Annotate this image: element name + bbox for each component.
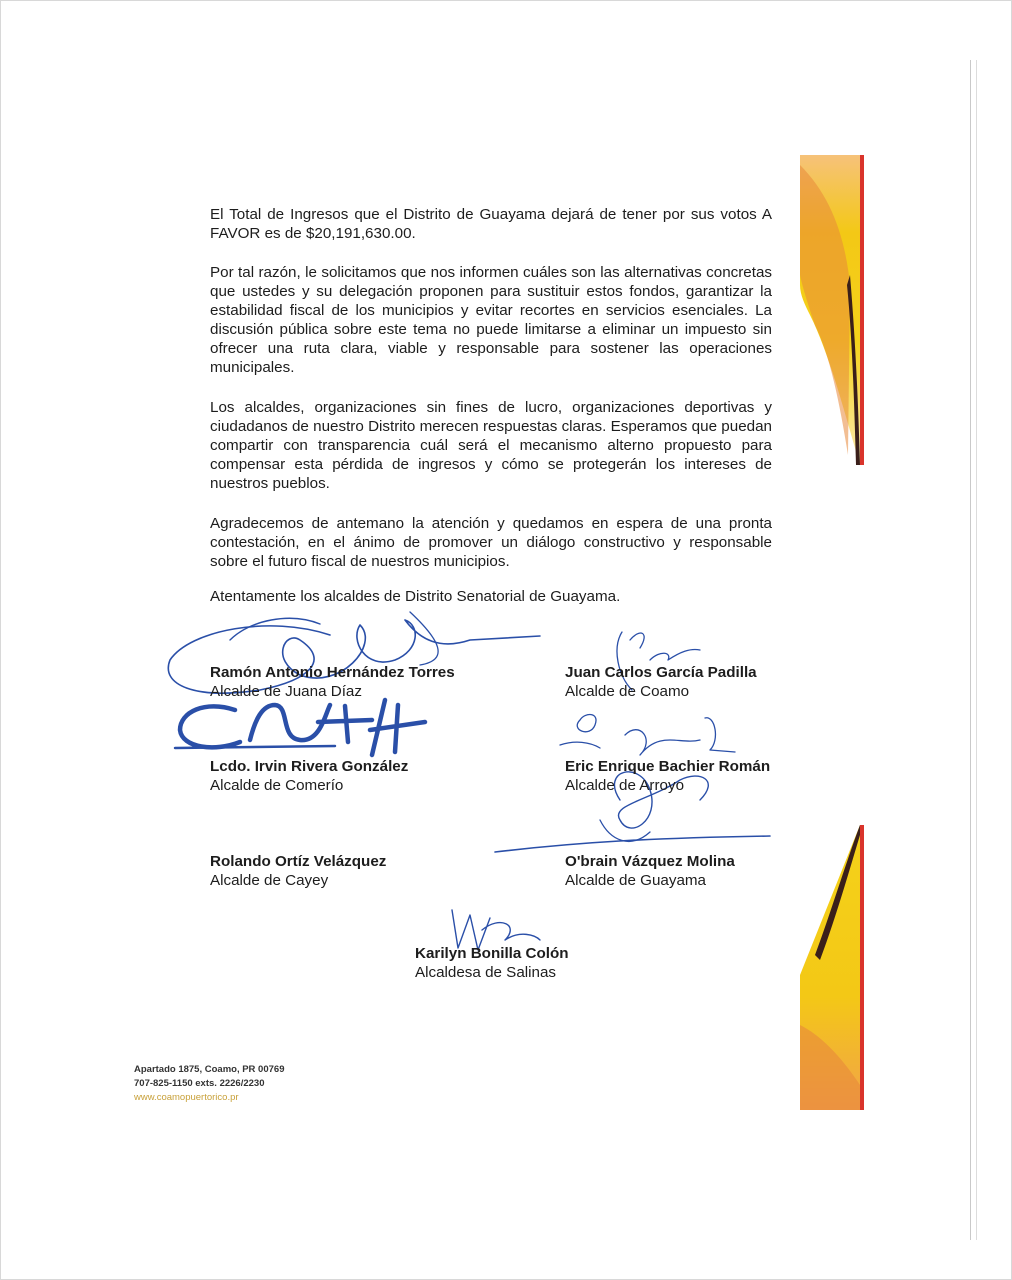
signatory-block xyxy=(415,944,569,982)
signatory-name: Ramón Antonio Hernández Torres xyxy=(210,664,455,681)
paragraph-transparency: Los alcaldes, organizaciones sin fines de lucro, organizaciones deportivas y ciudadanos de nuestro Distrito merecen respuestas claras. Esperamos que puedan compartir con transparencia cuál será el mecanismo alterno propuesto para compensar esta pérdida de ingresos y cómo se protegerán los intereses de nuestros pueblos. xyxy=(210,399,772,492)
signatory-name: Eric Enrique Bachier Román xyxy=(565,758,771,775)
signatory-title: Alcalde de Comerío xyxy=(210,777,344,794)
paragraph-thanks: Agradecemos de antemano la atención y quedamos en espera de una pronta contestación, en el ánimo de promover un diálogo constructivo y responsable sobre el futuro fiscal de nuestros municipios. xyxy=(210,515,772,570)
scan-edge-line xyxy=(976,60,977,1240)
signatory-name: O'brain Vázquez Molina xyxy=(565,853,735,870)
footer-website: www.coamopuertorico.pr xyxy=(134,1092,239,1103)
signatory-block xyxy=(210,852,386,890)
signatory-title: Alcaldesa de Salinas xyxy=(415,964,556,981)
signatory-block xyxy=(565,757,770,795)
signatory-title: Alcalde de Juana Díaz xyxy=(210,683,362,700)
closing-line: Atentamente los alcaldes de Distrito Senatorial de Guayama. xyxy=(210,588,621,605)
signatory-block xyxy=(210,757,408,795)
signatory-name: Lcdo. Irvin Rivera González xyxy=(210,758,409,775)
paragraph-request-alternatives: Por tal razón, le solicitamos que nos informen cuáles son las alternativas concretas que ustedes y su delegación proponen para sustituir estos fondos, garantizar la estabilidad fiscal de los municipios y evitar recortes en servicios esenciales. La discusión pública sobre este tema no puede limitarse a eliminar un impuesto sin ofrecer una ruta clara, viable y responsable para sostener las operaciones municipales. xyxy=(210,264,772,376)
signatory-title: Alcalde de Arroyo xyxy=(565,777,685,794)
letterhead-stripe-bottom xyxy=(800,825,864,1110)
signatory-name: Juan Carlos García Padilla xyxy=(565,664,757,681)
paragraph-total-income: El Total de Ingresos que el Distrito de Guayama dejará de tener por sus votos A FAVOR es de $20,191,630.00. xyxy=(210,206,772,242)
signatory-name: Rolando Ortíz Velázquez xyxy=(210,853,387,870)
signatory-title: Alcalde de Coamo xyxy=(565,683,690,700)
signatory-block xyxy=(210,663,455,701)
letterhead-footer xyxy=(134,1063,284,1105)
letterhead-stripe-top xyxy=(800,155,864,465)
footer-phone: 707-825-1150 exts. 2226/2230 xyxy=(134,1078,265,1089)
footer-address: Apartado 1875, Coamo, PR 00769 xyxy=(134,1064,285,1075)
signatory-block xyxy=(565,663,757,701)
scan-edge-line xyxy=(970,60,971,1240)
signatory-title: Alcalde de Guayama xyxy=(565,872,706,889)
signatory-block xyxy=(565,852,735,890)
signatory-name: Karilyn Bonilla Colón xyxy=(415,945,569,962)
signatory-title: Alcalde de Cayey xyxy=(210,872,329,889)
